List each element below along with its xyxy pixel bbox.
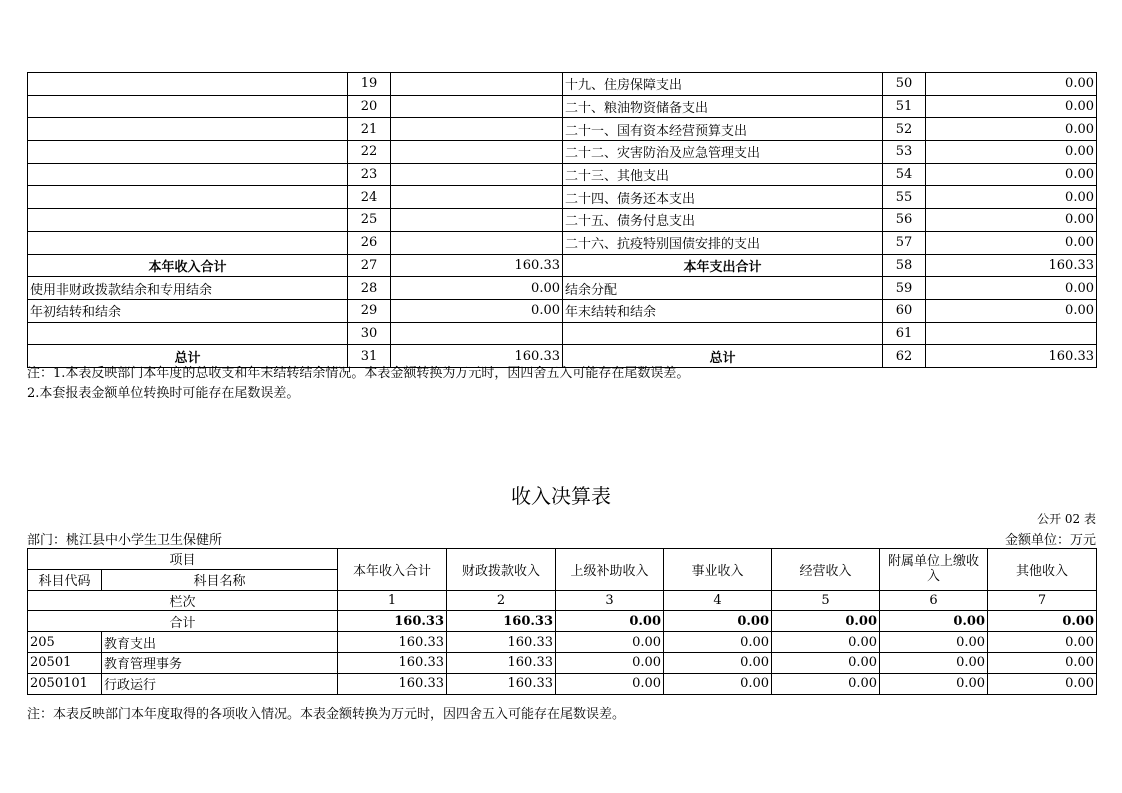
left-row-number: 30 — [348, 322, 391, 345]
summary-row — [28, 73, 1097, 96]
amount-cell: 0.00 — [772, 632, 880, 653]
left-amount: 160.33 — [391, 345, 563, 368]
summary-row — [28, 118, 1097, 141]
right-row-number: 55 — [883, 186, 926, 209]
subject-name: 行政运行 — [102, 673, 338, 694]
left-row-number: 23 — [348, 163, 391, 186]
total-value: 0.00 — [772, 611, 880, 632]
right-row-number: 50 — [883, 73, 926, 96]
table-code: 公开 02 表 — [1037, 512, 1096, 526]
left-item-name: 使用非财政拨款结余和专用结余 — [28, 277, 348, 300]
right-amount: 0.00 — [926, 186, 1097, 209]
amount-cell: 160.33 — [447, 673, 556, 694]
income-table-title: 收入决算表 — [511, 484, 611, 508]
header-subject-code: 科目代码 — [28, 569, 102, 590]
subject-code: 2050101 — [28, 673, 102, 694]
right-row-number: 59 — [883, 277, 926, 300]
header-col-3: 上级补助收入 — [556, 549, 664, 591]
income-table-note: 注：本表反映部门本年度取得的各项收入情况。本表金额转换为万元时，因四舍五入可能存在尾数误差。 — [27, 707, 626, 722]
left-row-number: 31 — [348, 345, 391, 368]
table-row — [28, 673, 1097, 694]
right-item-name: 结余分配 — [563, 277, 883, 300]
amount-unit-label: 金额单位：万元 — [1004, 533, 1096, 548]
right-item-name — [563, 322, 883, 345]
amount-cell: 0.00 — [988, 632, 1097, 653]
col-num: 7 — [988, 590, 1097, 611]
left-item-name — [28, 322, 348, 345]
right-amount: 0.00 — [926, 299, 1097, 322]
right-row-number: 58 — [883, 254, 926, 277]
amount-cell: 160.33 — [338, 632, 447, 653]
header-item: 项目 — [28, 549, 338, 570]
row-label: 栏次 — [28, 590, 338, 611]
income-expense-summary-table — [27, 72, 1097, 368]
summary-note-1: 注：1.本表反映部门本年度的总收支和年末结转结余情况。本表金额转换为万元时，因四舍五入可能存在尾数误差。 — [27, 366, 690, 381]
col-num: 4 — [664, 590, 772, 611]
left-row-number: 20 — [348, 95, 391, 118]
header-col-5: 经营收入 — [772, 549, 880, 591]
amount-cell: 0.00 — [556, 632, 664, 653]
summary-row — [28, 209, 1097, 232]
left-amount — [391, 322, 563, 345]
right-amount: 160.33 — [926, 345, 1097, 368]
right-amount: 160.33 — [926, 254, 1097, 277]
amount-cell: 0.00 — [880, 632, 988, 653]
right-item-name: 二十、粮油物资储备支出 — [563, 95, 883, 118]
amount-cell: 160.33 — [338, 673, 447, 694]
left-amount — [391, 163, 563, 186]
amount-cell: 0.00 — [988, 673, 1097, 694]
right-row-number: 61 — [883, 322, 926, 345]
right-row-number: 52 — [883, 118, 926, 141]
amount-cell: 0.00 — [556, 673, 664, 694]
income-table — [27, 548, 1097, 695]
amount-cell: 0.00 — [664, 673, 772, 694]
total-value: 160.33 — [447, 611, 556, 632]
right-amount: 0.00 — [926, 163, 1097, 186]
col-num: 2 — [447, 590, 556, 611]
left-item-name — [28, 163, 348, 186]
summary-row — [28, 299, 1097, 322]
left-item-name: 本年收入合计 — [28, 254, 348, 277]
right-amount — [926, 322, 1097, 345]
left-amount — [391, 95, 563, 118]
summary-row — [28, 141, 1097, 164]
left-amount: 0.00 — [391, 277, 563, 300]
right-item-name: 二十三、其他支出 — [563, 163, 883, 186]
header-col-6: 附属单位上缴收入 — [880, 549, 988, 591]
header-subject-name: 科目名称 — [102, 569, 338, 590]
col-num: 5 — [772, 590, 880, 611]
col-num: 3 — [556, 590, 664, 611]
total-value: 0.00 — [880, 611, 988, 632]
left-amount — [391, 141, 563, 164]
left-item-name — [28, 118, 348, 141]
total-value: 0.00 — [664, 611, 772, 632]
right-amount: 0.00 — [926, 118, 1097, 141]
left-item-name: 总计 — [28, 345, 348, 368]
right-amount: 0.00 — [926, 141, 1097, 164]
amount-cell: 0.00 — [556, 652, 664, 673]
right-row-number: 53 — [883, 141, 926, 164]
summary-row — [28, 95, 1097, 118]
summary-row — [28, 231, 1097, 254]
left-amount — [391, 231, 563, 254]
amount-cell: 0.00 — [664, 652, 772, 673]
left-amount — [391, 186, 563, 209]
summary-row — [28, 186, 1097, 209]
left-item-name — [28, 186, 348, 209]
subject-code: 20501 — [28, 652, 102, 673]
right-amount: 0.00 — [926, 277, 1097, 300]
left-row-number: 22 — [348, 141, 391, 164]
left-row-number: 28 — [348, 277, 391, 300]
right-item-name: 二十二、灾害防治及应急管理支出 — [563, 141, 883, 164]
table-row — [28, 632, 1097, 653]
total-value: 160.33 — [338, 611, 447, 632]
right-amount: 0.00 — [926, 95, 1097, 118]
left-item-name — [28, 209, 348, 232]
col-num: 6 — [880, 590, 988, 611]
left-item-name: 年初结转和结余 — [28, 299, 348, 322]
right-item-name: 二十四、债务还本支出 — [563, 186, 883, 209]
left-row-number: 24 — [348, 186, 391, 209]
right-amount: 0.00 — [926, 209, 1097, 232]
right-row-number: 60 — [883, 299, 926, 322]
right-item-name: 二十五、债务付息支出 — [563, 209, 883, 232]
right-amount: 0.00 — [926, 73, 1097, 96]
amount-cell: 160.33 — [447, 632, 556, 653]
summary-row — [28, 163, 1097, 186]
total-label: 合计 — [28, 611, 338, 632]
left-row-number: 25 — [348, 209, 391, 232]
left-row-number: 21 — [348, 118, 391, 141]
left-row-number: 19 — [348, 73, 391, 96]
right-row-number: 56 — [883, 209, 926, 232]
right-row-number: 57 — [883, 231, 926, 254]
left-amount — [391, 73, 563, 96]
right-item-name: 本年支出合计 — [563, 254, 883, 277]
right-item-name: 年末结转和结余 — [563, 299, 883, 322]
header-col-4: 事业收入 — [664, 549, 772, 591]
total-value: 0.00 — [988, 611, 1097, 632]
left-row-number: 26 — [348, 231, 391, 254]
subject-code: 205 — [28, 632, 102, 653]
summary-row — [28, 322, 1097, 345]
header-col-7: 其他收入 — [988, 549, 1097, 591]
left-amount — [391, 209, 563, 232]
right-row-number: 54 — [883, 163, 926, 186]
summary-note-2: 2.本套报表金额单位转换时可能存在尾数误差。 — [27, 386, 300, 401]
amount-cell: 0.00 — [772, 673, 880, 694]
total-value: 0.00 — [556, 611, 664, 632]
table-row — [28, 652, 1097, 673]
amount-cell: 160.33 — [338, 652, 447, 673]
subject-name: 教育管理事务 — [102, 652, 338, 673]
left-row-number: 29 — [348, 299, 391, 322]
right-item-name: 十九、住房保障支出 — [563, 73, 883, 96]
department-label: 部门：桃江县中小学生卫生保健所 — [27, 533, 223, 548]
left-item-name — [28, 141, 348, 164]
left-row-number: 27 — [348, 254, 391, 277]
col-num: 1 — [338, 590, 447, 611]
right-item-name: 二十六、抗疫特别国债安排的支出 — [563, 231, 883, 254]
left-amount: 0.00 — [391, 299, 563, 322]
amount-cell: 0.00 — [880, 652, 988, 673]
amount-cell: 0.00 — [772, 652, 880, 673]
right-amount: 0.00 — [926, 231, 1097, 254]
subject-name: 教育支出 — [102, 632, 338, 653]
header-col-2: 财政拨款收入 — [447, 549, 556, 591]
left-item-name — [28, 231, 348, 254]
right-item-name: 二十一、国有资本经营预算支出 — [563, 118, 883, 141]
amount-cell: 0.00 — [880, 673, 988, 694]
left-amount: 160.33 — [391, 254, 563, 277]
amount-cell: 0.00 — [664, 632, 772, 653]
amount-cell: 0.00 — [988, 652, 1097, 673]
summary-row — [28, 277, 1097, 300]
right-row-number: 62 — [883, 345, 926, 368]
summary-row — [28, 254, 1097, 277]
left-amount — [391, 118, 563, 141]
right-item-name: 总计 — [563, 345, 883, 368]
right-row-number: 51 — [883, 95, 926, 118]
amount-cell: 160.33 — [447, 652, 556, 673]
header-col-1: 本年收入合计 — [338, 549, 447, 591]
left-item-name — [28, 95, 348, 118]
left-item-name — [28, 73, 348, 96]
